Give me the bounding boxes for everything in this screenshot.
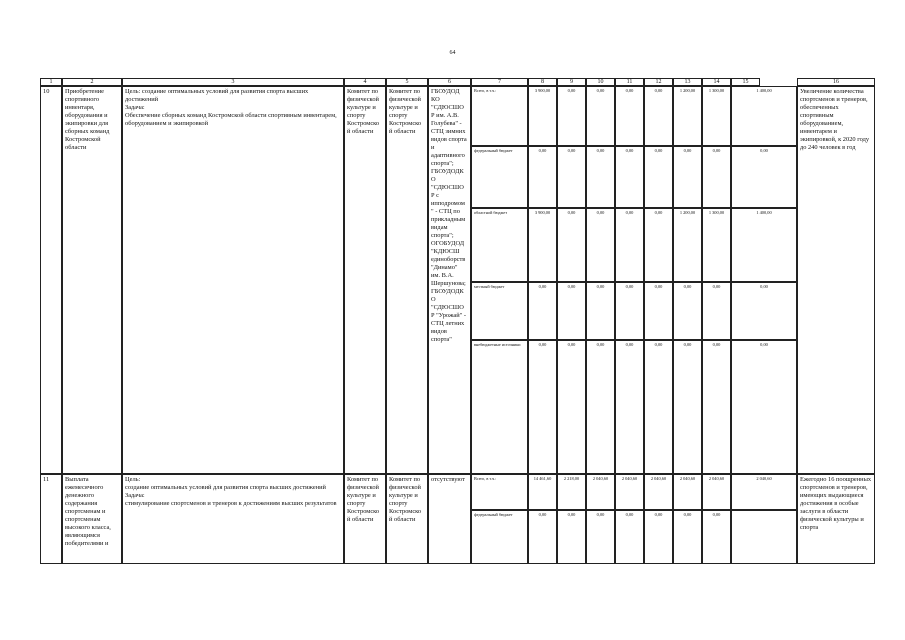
funding-value: 2 040,60 [673,474,702,510]
row11-goal: создание оптимальных условий для развития спорта высших достижений [125,484,326,491]
column-number: 2 [62,78,122,86]
funding-value: 0,00 [586,340,615,474]
funding-value: 0,00 [557,282,586,340]
funding-value: 0,00 [557,208,586,282]
column-number: 16 [797,78,875,86]
column-number: 4 [344,78,386,86]
funding-value: 0,00 [528,340,557,474]
funding-value: 0,00 [673,146,702,208]
funding-value: 0,00 [528,146,557,208]
column-number: 6 [428,78,471,86]
column-number: 5 [386,78,428,86]
funding-source-label: федеральный бюджет [471,510,528,564]
funding-value: 0,00 [557,340,586,474]
funding-value: 14 461,60 [528,474,557,510]
funding-value: 0,00 [615,86,644,146]
column-number: 11 [615,78,644,86]
funding-value: 0,00 [673,510,702,564]
funding-value: 0,00 [615,208,644,282]
column-number: 13 [673,78,702,86]
funding-value: 0,00 [673,282,702,340]
funding-value: 0,00 [644,282,673,340]
funding-value: 0,00 [528,282,557,340]
funding-source-label: областной бюджет [471,208,528,282]
funding-value: 1 400,00 [731,86,797,146]
funding-value: 1 200,00 [673,86,702,146]
funding-source-label: внебюджетные источники [471,340,528,474]
row11-goal-label: Цель: [125,476,141,483]
funding-value: 0,00 [702,510,731,564]
funding-value: 0,00 [557,510,586,564]
row10-name: Приобретение спортивного инвентаря, оборудования и экипировки для сборных команд Костромской области [62,86,122,474]
funding-value: 0,00 [702,340,731,474]
row10-goal: Цель: создание оптимальных условий для развития спорта высших достижений [125,88,309,103]
row10-result: Увеличение количества спортсменов и тренеров, обеспеченных спортивным оборудованием, инвентарем и экипировкой, к 2020 году до 240 человек в год [797,86,875,474]
row11-task: стимулирование спортсменов и тренеров к достижениям высших результатов [125,500,337,507]
funding-value: 0,00 [557,146,586,208]
funding-value: 0,00 [615,510,644,564]
row11-task-label: Задача: [125,492,145,499]
column-number: 14 [702,78,731,86]
funding-value [731,510,797,564]
funding-value: 2 040,60 [731,474,797,510]
funding-value: 0,00 [586,510,615,564]
funding-value: 1 300,00 [702,208,731,282]
row10-participants: ГБОУДОД КО "СДЮСШО Р им. А.В. Голубева" - СТЦ зимних видов спорта и адаптивного спорта"; ГБОУДОДК О "СДЮСШО Р с ипподромом " - СТЦ по прикладным видам спорта"; ОГОБУДОД "КДЮСШ единоборств "Динамо" им. В.А. Шершунова; ГБОУДОДК О "СДЮСШО Р "Урожай" - СТЦ летних видов спорта" [428,86,471,474]
row11-number: 11 [40,474,62,564]
column-number: 1 [40,78,62,86]
row10-number: 10 [40,86,62,474]
row10-goal-task [122,86,344,474]
funding-value: 2 040,60 [644,474,673,510]
funding-value: 0,00 [673,340,702,474]
funding-value: 2 218,00 [557,474,586,510]
funding-value: 0,00 [528,510,557,564]
row11-goal-task [122,474,344,564]
column-number: 3 [122,78,344,86]
funding-value: 2 040,60 [702,474,731,510]
column-number: 15 [731,78,760,86]
column-number: 8 [528,78,557,86]
funding-value: 1 200,00 [673,208,702,282]
funding-source-label: Всего, в т.ч.: [471,86,528,146]
funding-value: 0,00 [557,86,586,146]
funding-source-label: Всего, в т.ч.: [471,474,528,510]
funding-source-label: федеральный бюджет [471,146,528,208]
funding-value: 0,00 [731,146,797,208]
funding-value: 0,00 [644,86,673,146]
row10-task: Обеспечение сборных команд Костромской области спортивным инвентарем, оборудованием и экипировкой [125,112,337,127]
row11-result: Ежегодно 16 поощренных спортсменов и тренеров, имеющих выдающиеся достижения в особые заслуги в области физической культуры и спорта [797,474,875,564]
column-number: 7 [471,78,528,86]
funding-value: 2 040,60 [586,474,615,510]
funding-value: 3 900,00 [528,86,557,146]
funding-value: 3 900,00 [528,208,557,282]
row11-coexecutor: Комитет по физической культуре и спорту Костромско й области [386,474,428,564]
funding-value: 0,00 [702,282,731,340]
column-number: 9 [557,78,586,86]
funding-value: 0,00 [731,282,797,340]
funding-value: 0,00 [644,340,673,474]
row10-task-label: Задача: [125,104,145,111]
funding-value: 0,00 [586,146,615,208]
row11-name: Выплата ежемесячного денежного содержания спортсменам и спортсменам высокого класса, являющимся победителями и [62,474,122,564]
column-number: 10 [586,78,615,86]
funding-value: 0,00 [586,86,615,146]
row10-coexecutor: Комитет по физической культуре и спорту Костромско й области [386,86,428,474]
funding-value: 0,00 [731,340,797,474]
row10-executor: Комитет по физической культуре и спорту Костромско й области [344,86,386,474]
funding-value: 0,00 [644,146,673,208]
funding-source-label: местный бюджет [471,282,528,340]
funding-value: 0,00 [615,282,644,340]
column-number: 12 [644,78,673,86]
row11-executor: Комитет по физической культуре и спорту Костромско й области [344,474,386,564]
funding-value: 0,00 [615,146,644,208]
funding-value: 0,00 [586,282,615,340]
row11-participants: отсутствуют [428,474,471,564]
funding-value: 0,00 [644,208,673,282]
funding-value: 0,00 [644,510,673,564]
funding-value: 1 300,00 [702,86,731,146]
page-number: 64 [449,50,456,56]
funding-value: 1 400,00 [731,208,797,282]
funding-value: 0,00 [702,146,731,208]
funding-value: 2 040,60 [615,474,644,510]
funding-value: 0,00 [615,340,644,474]
funding-value: 0,00 [586,208,615,282]
